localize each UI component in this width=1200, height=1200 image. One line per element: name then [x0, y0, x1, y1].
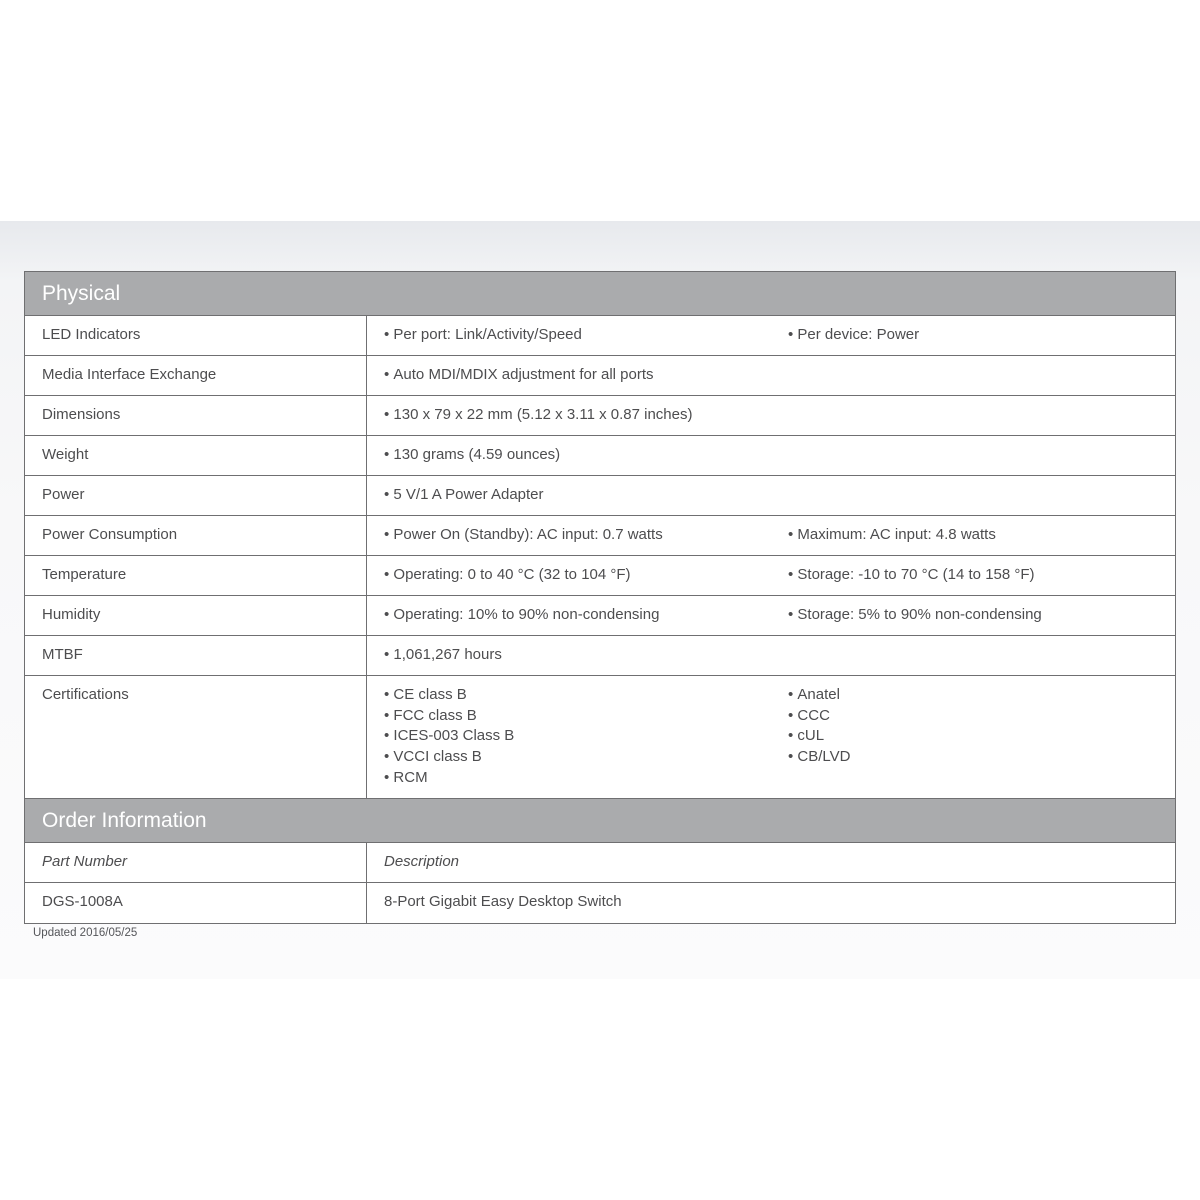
spec-value [367, 556, 1175, 595]
updated-date: Updated 2016/05/25 [33, 927, 138, 939]
spec-row [25, 396, 1175, 436]
spec-label: Media Interface Exchange [25, 356, 367, 395]
spec-label: Power [25, 476, 367, 515]
spec-value-item: • Anatel [788, 685, 1175, 706]
spec-value-item: • RCM [384, 768, 788, 789]
spec-row [25, 316, 1175, 356]
spec-value [367, 596, 1175, 635]
spec-label: LED Indicators [25, 316, 367, 355]
spec-value [367, 356, 1175, 395]
spec-value-column [788, 525, 1175, 546]
physical-rows [25, 316, 1175, 799]
section-header-physical: Physical [25, 272, 1175, 316]
spec-value-column [384, 645, 788, 666]
spec-value-item: • ICES-003 Class B [384, 726, 788, 747]
order-rows [25, 883, 1175, 923]
spec-value-item: • Operating: 10% to 90% non-condensing [384, 605, 788, 626]
spec-value-item: • 130 x 79 x 22 mm (5.12 x 3.11 x 0.87 inches) [384, 405, 788, 426]
part-number-header: Part Number [25, 843, 367, 882]
spec-label: Dimensions [25, 396, 367, 435]
spec-value-column [788, 605, 1175, 626]
description-header: Description [384, 853, 460, 870]
spec-value-column [384, 365, 788, 386]
spec-value-column [788, 325, 1175, 346]
spec-value-item: • FCC class B [384, 706, 788, 727]
spec-value-column [788, 445, 1175, 466]
spec-row [25, 556, 1175, 596]
spec-value-item: • Auto MDI/MDIX adjustment for all ports [384, 365, 788, 386]
spec-row [25, 436, 1175, 476]
spec-row [25, 596, 1175, 636]
spec-value [367, 436, 1175, 475]
spec-value-column [788, 365, 1175, 386]
spec-value [367, 676, 1175, 798]
spec-value-column [384, 485, 788, 506]
spec-value-item: • Storage: -10 to 70 °C (14 to 158 °F) [788, 565, 1175, 586]
part-number: DGS-1008A [25, 883, 367, 923]
spec-value-item: • Operating: 0 to 40 °C (32 to 104 °F) [384, 565, 788, 586]
spec-value-column [788, 565, 1175, 586]
spec-row [25, 676, 1175, 799]
spec-value-item: • Maximum: AC input: 4.8 watts [788, 525, 1175, 546]
spec-value-column [384, 525, 788, 546]
spec-label: Power Consumption [25, 516, 367, 555]
spec-value-column [788, 685, 1175, 789]
spec-row [25, 356, 1175, 396]
spec-value-item: • CB/LVD [788, 747, 1175, 768]
order-header-row [25, 843, 1175, 883]
spec-value-item: • Storage: 5% to 90% non-condensing [788, 605, 1175, 626]
part-description: 8-Port Gigabit Easy Desktop Switch [384, 893, 622, 910]
spec-row [25, 516, 1175, 556]
spec-value [367, 396, 1175, 435]
spec-value [367, 316, 1175, 355]
section-header-order-information: Order Information [25, 799, 1175, 843]
spec-value-column [384, 685, 788, 789]
spec-label: Temperature [25, 556, 367, 595]
spec-value-item: • cUL [788, 726, 1175, 747]
spec-value [367, 636, 1175, 675]
spec-value-column [384, 325, 788, 346]
spec-value-column [788, 485, 1175, 506]
spec-value-column [384, 405, 788, 426]
spec-value-item: • CE class B [384, 685, 788, 706]
spec-row [25, 476, 1175, 516]
spec-value [367, 476, 1175, 515]
spec-value-item: • VCCI class B [384, 747, 788, 768]
spec-value-item: • CCC [788, 706, 1175, 727]
spec-label: MTBF [25, 636, 367, 675]
spec-value-item: • 130 grams (4.59 ounces) [384, 445, 788, 466]
spec-label: Certifications [25, 676, 367, 798]
spec-row [25, 636, 1175, 676]
spec-value-item: • Power On (Standby): AC input: 0.7 watts [384, 525, 788, 546]
spec-value-column [384, 445, 788, 466]
spec-label: Humidity [25, 596, 367, 635]
spec-value-item: • 5 V/1 A Power Adapter [384, 485, 788, 506]
spec-value-column [384, 605, 788, 626]
spec-value [367, 516, 1175, 555]
order-row [25, 883, 1175, 923]
spec-value-item: • 1,061,267 hours [384, 645, 788, 666]
spec-value-column [788, 645, 1175, 666]
spec-value-column [384, 565, 788, 586]
spec-value-item: • Per device: Power [788, 325, 1175, 346]
spec-table [24, 271, 1176, 924]
spec-value-column [788, 405, 1175, 426]
spec-label: Weight [25, 436, 367, 475]
spec-value-item: • Per port: Link/Activity/Speed [384, 325, 788, 346]
